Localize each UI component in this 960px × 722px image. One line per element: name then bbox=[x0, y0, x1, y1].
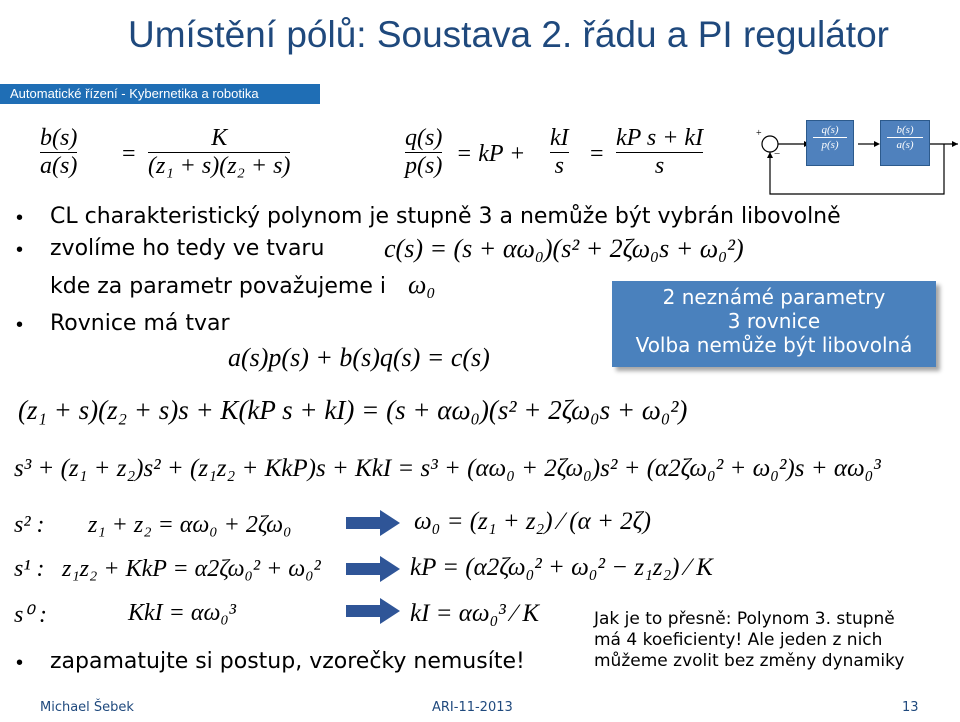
ctrl-rhs-num: kP s + kI bbox=[616, 125, 704, 151]
arrow-right-icon bbox=[346, 596, 402, 626]
slide-title: Umístění pólů: Soustava 2. řádu a PI regulátor bbox=[128, 14, 889, 55]
plant-lhs-num: b(s) bbox=[40, 125, 78, 151]
kp-result: kP = (α2ζω₀² + ω₀² − z₁z₂) ⁄ K bbox=[410, 554, 713, 581]
side-note-line-3: můžeme zvolit bez změny dynamiky bbox=[594, 651, 905, 671]
sum-plus-sign: + bbox=[756, 128, 762, 139]
footer-code: ARI-11-2013 bbox=[432, 700, 513, 715]
ctrl-rhs-fraction bbox=[616, 125, 703, 180]
plant-block bbox=[880, 120, 930, 166]
ctrl-ki-num: kI bbox=[550, 125, 569, 151]
plant-rhs-num: K bbox=[211, 125, 228, 151]
ctrl-ki-den: s bbox=[550, 152, 569, 180]
controller-den: p(s) bbox=[821, 139, 839, 151]
arrow-right-icon bbox=[346, 554, 402, 584]
ctrl-equals: = bbox=[590, 141, 604, 167]
side-note-line-2: má 4 koeficienty! Ale jeden z nich bbox=[594, 630, 883, 650]
plant-rhs-den: (z₁ + s)(z₂ + s) bbox=[148, 153, 291, 179]
bullet-remember: zapamatujte si postup, vzorečky nemusíte! bbox=[50, 649, 525, 674]
bullet-cl-polynomial: CL charakteristický polynom je stupně 3 a nemůže být vybrán libovolně bbox=[50, 204, 841, 229]
char-polynomial-formula: c(s) = (s + αω₀)(s² + 2ζω₀s + ω₀²) bbox=[384, 234, 744, 263]
plant-rhs-fraction bbox=[148, 125, 290, 180]
plant-lhs-fraction bbox=[40, 125, 77, 180]
s1-label: s¹ : bbox=[14, 556, 45, 582]
bullet-equation-form: Rovnice má tvar bbox=[50, 311, 230, 336]
slide-subtitle: Automatické řízení - Kybernetika a robotika bbox=[10, 86, 259, 101]
footer-author: Michael Šebek bbox=[40, 700, 134, 715]
sum-minus-sign: − bbox=[774, 148, 781, 160]
bullet-parameter-text: kde za parametr považujeme i bbox=[50, 274, 386, 299]
footer-page-number: 13 bbox=[902, 700, 919, 715]
arrow-right-icon bbox=[346, 508, 402, 538]
arrowhead-output bbox=[952, 141, 958, 147]
info-box-line-2: 3 rovnice bbox=[727, 309, 821, 333]
ctrl-mid: = kP + bbox=[456, 141, 526, 167]
coefficient-equation: s³ + (z₁ + z₂)s² + (z₁z₂ + KkP)s + KkI = s³ + (αω₀ + 2ζω₀)s² + (α2ζω₀² + ω₀²)s + αω₀³ bbox=[14, 455, 881, 482]
ctrl-lhs-num: q(s) bbox=[405, 125, 443, 151]
bullet-dot-1: • bbox=[16, 207, 24, 229]
s0-label: s⁰ : bbox=[14, 602, 47, 628]
diophantine-equation: a(s)p(s) + b(s)q(s) = c(s) bbox=[228, 343, 490, 372]
ctrl-lhs-den: p(s) bbox=[405, 153, 443, 179]
s1-equation: z₁z₂ + KkP = α2ζω₀² + ω₀² bbox=[62, 556, 321, 582]
expanded-equation: (z₁ + s)(z₂ + s)s + K(kP s + kI) = (s + αω₀)(s² + 2ζω₀s + ω₀²) bbox=[18, 395, 688, 425]
ctrl-rhs-den: s bbox=[616, 152, 703, 180]
bullet-dot-4: • bbox=[16, 652, 24, 674]
info-box-line-3: Volba nemůže být libovolná bbox=[635, 333, 913, 357]
plant-num: b(s) bbox=[896, 124, 914, 136]
bullet-dot-3: • bbox=[16, 314, 24, 336]
side-note bbox=[594, 609, 904, 672]
plant-den: a(s) bbox=[896, 139, 914, 151]
omega0-result: ω₀ = (z₁ + z₂) ⁄ (α + 2ζ) bbox=[414, 508, 652, 535]
side-note-line-1: Jak je to přesně: Polynom 3. stupně bbox=[594, 609, 895, 629]
controller-block bbox=[806, 120, 854, 166]
arrowhead-feedback bbox=[767, 152, 773, 158]
s2-label: s² : bbox=[14, 512, 45, 538]
bullet-dot-2: • bbox=[16, 239, 24, 261]
omega0-symbol: ω₀ bbox=[408, 270, 436, 299]
ctrl-lhs-fraction bbox=[405, 125, 442, 180]
plant-lhs-den: a(s) bbox=[40, 153, 78, 179]
bullet-choose-form: zvolíme ho tedy ve tvaru bbox=[50, 236, 325, 261]
ctrl-ki-fraction bbox=[550, 125, 569, 180]
s2-equation: z₁ + z₂ = αω₀ + 2ζω₀ bbox=[88, 512, 292, 538]
info-box bbox=[612, 281, 936, 367]
info-box-line-1: 2 neznámé parametry bbox=[662, 285, 886, 309]
controller-num: q(s) bbox=[821, 124, 839, 136]
plant-equals: = bbox=[122, 141, 136, 167]
s0-equation: KkI = αω₀³ bbox=[128, 600, 236, 626]
ki-result: kI = αω₀³ ⁄ K bbox=[410, 600, 540, 627]
